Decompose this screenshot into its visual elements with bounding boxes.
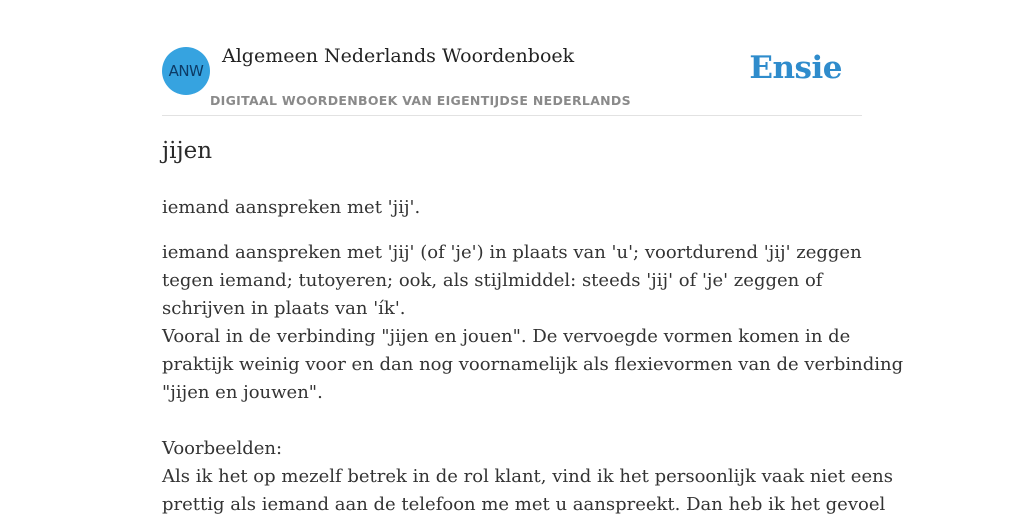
site-title[interactable]: Algemeen Nederlands Woordenboek — [222, 45, 575, 67]
definition-line: Vooral in de verbinding "jijen en jouen". De vervoegde vormen komen in de — [162, 326, 851, 347]
entry-word: jijen — [162, 138, 213, 164]
definition-line: praktijk weinig voor en dan nog voornamelijk als flexievormen van de verbinding — [162, 354, 904, 375]
example-line: Als ik het op mezelf betrek in de rol klant, vind ik het persoonlijk vaak niet eens — [162, 466, 893, 487]
definition-line: "jijen en jouwen". — [162, 382, 323, 403]
examples-heading: Voorbeelden: — [162, 438, 283, 459]
page — [162, 0, 904, 515]
long-definition — [162, 239, 904, 519]
paragraph-spacer — [162, 407, 862, 435]
site-header — [162, 0, 862, 116]
short-definition: iemand aanspreken met 'jij'. — [162, 197, 421, 218]
definition-line: schrijven in plaats van 'ík'. — [162, 298, 406, 319]
ensie-logo-link[interactable]: Ensie — [749, 50, 842, 86]
definition-line: tegen iemand; tutoyeren; ook, als stijlmiddel: steeds 'jij' of 'je' zeggen of — [162, 270, 823, 291]
definition-line: iemand aanspreken met 'jij' (of 'je') in plaats van 'u'; voortdurend 'jij' zeggen — [162, 242, 862, 263]
site-subtitle: DIGITAAL WOORDENBOEK VAN EIGENTIJDSE NEDERLANDS — [210, 93, 631, 108]
anw-logo[interactable]: ANW — [162, 47, 210, 95]
example-line: prettig als iemand aan de telefoon me met u aanspreekt. Dan heb ik het gevoel — [162, 494, 886, 515]
